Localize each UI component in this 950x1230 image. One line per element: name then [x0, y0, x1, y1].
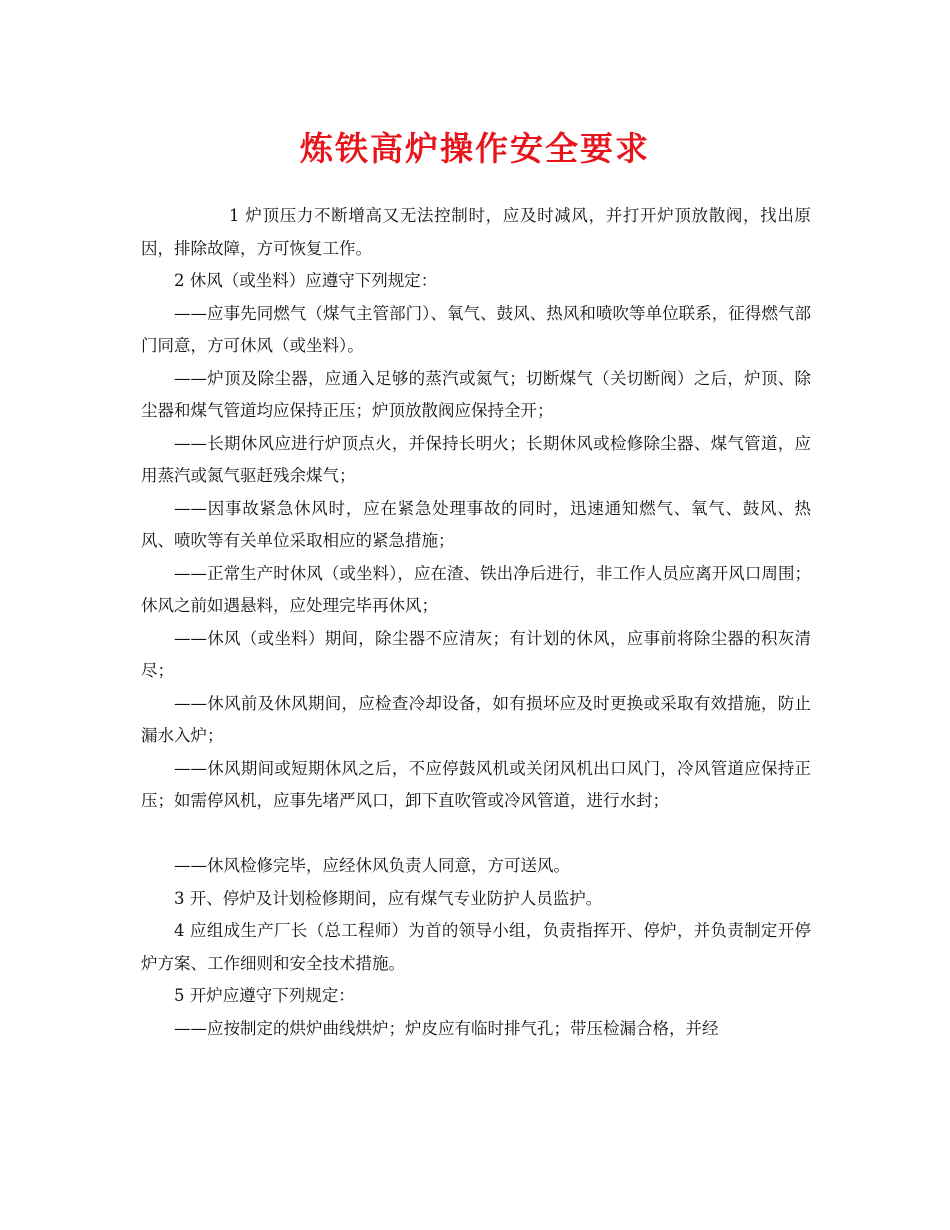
paragraph-15: ——应按制定的烘炉曲线烘炉；炉皮应有临时排气孔；带压检漏合格，并经 [174, 1018, 719, 1038]
paragraph-2: 2 休风（或坐料）应遵守下列规定： [174, 271, 438, 290]
paragraph-3: ——应事先同燃气（煤气主管部门）、氧气、鼓风、热风和喷吹等单位联系，征得燃气部门同意，方可休风（或坐料）。 [141, 303, 811, 355]
paragraph-5: ——长期休风应进行炉顶点火，并保持长明火；长期休风或检修除尘器、煤气管道，应用蒸汽或氮气驱赶残余煤气； [141, 433, 811, 485]
paragraph-4: ——炉顶及除尘器，应通入足够的蒸汽或氮气；切断煤气（关切断阀）之后，炉顶、除尘器和煤气管道均应保持正压；炉顶放散阀应保持全开； [141, 368, 811, 420]
document-title: 炼铁高炉操作安全要求 [300, 129, 650, 168]
paragraph-7: ——正常生产时休风（或坐料），应在渣、铁出净后进行，非工作人员应离开风口周围；休风之前如遇悬料，应处理完毕再休风； [141, 563, 811, 615]
paragraph-11: ——休风检修完毕，应经休风负责人同意，方可送风。 [174, 856, 570, 875]
paragraph-13: 4 应组成生产厂长（总工程师）为首的领导小组，负责指挥开、停炉，并负责制定开停炉方案、工作细则和安全技术措施。 [141, 921, 811, 973]
document-body [141, 200, 811, 1045]
paragraph-9: ——休风前及休风期间，应检查冷却设备，如有损坏应及时更换或采取有效措施，防止漏水入炉； [141, 693, 811, 745]
blank-line [141, 818, 811, 851]
paragraph-14: 5 开炉应遵守下列规定： [174, 986, 355, 1005]
paragraph-12: 3 开、停炉及计划检修期间，应有煤气专业防护人员监护。 [174, 888, 603, 908]
paragraph-10: ——休风期间或短期休风之后，不应停鼓风机或关闭风机出口风门，冷风管道应保持正压；如需停风机，应事先堵严风口，卸下直吹管或冷风管道，进行水封； [141, 758, 811, 810]
paragraph-1: 1 炉顶压力不断增高又无法控制时，应及时减风，并打开炉顶放散阀，找出原因，排除故障，方可恢复工作。 [141, 206, 811, 258]
paragraph-6: ——因事故紧急休风时，应在紧急处理事故的同时，迅速通知燃气、氧气、鼓风、热风、喷吹等有关单位采取相应的紧急措施； [141, 498, 811, 550]
paragraph-8: ——休风（或坐料）期间，除尘器不应清灰；有计划的休风，应事前将除尘器的积灰清尽； [141, 628, 811, 680]
